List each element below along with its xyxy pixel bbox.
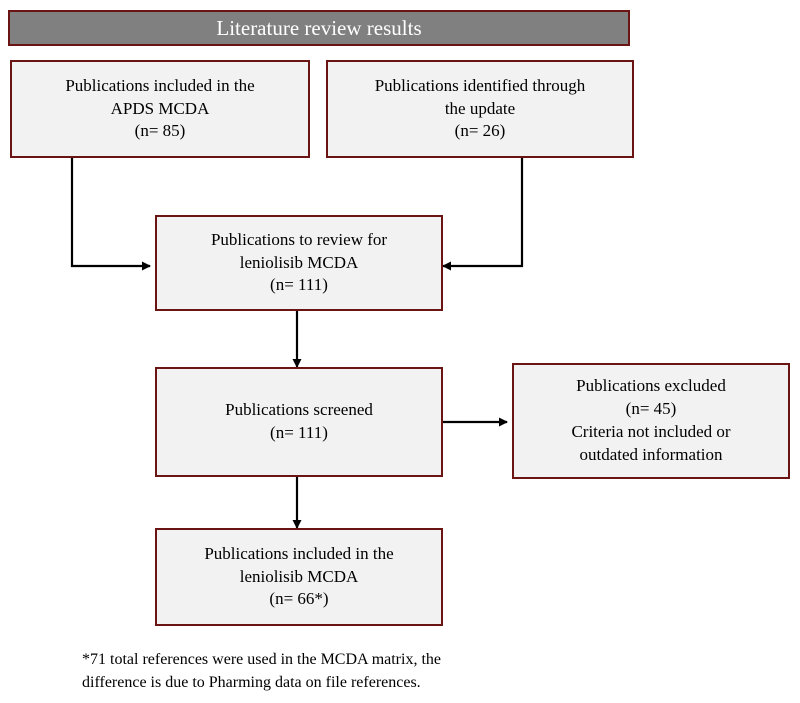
footnote-line-2: difference is due to Pharming data on file references. (82, 674, 421, 692)
node-line: (n= 66*) (269, 589, 329, 609)
node-line: (n= 45) (625, 399, 677, 419)
node-line: outdated information (579, 444, 723, 464)
node-publications-included (155, 528, 443, 626)
node-line: (n= 111) (270, 423, 328, 442)
node-line: APDS MCDA (110, 98, 210, 118)
node-line: the update (444, 98, 516, 118)
node-line: Publications included in the (204, 543, 394, 563)
node-line: Publications identified through (374, 75, 586, 95)
node-line: Publications excluded (576, 376, 726, 396)
diagram-title: Literature review results (8, 10, 630, 46)
footnote (82, 648, 582, 694)
node-line: Publications included in the (65, 75, 255, 95)
node-publications-screened (155, 367, 443, 477)
node-publications-update (326, 60, 634, 158)
node-line: Publications screened (225, 400, 373, 420)
node-line: leniolisib MCDA (239, 566, 359, 586)
footnote-line-1: *71 total references were used in the MCDA matrix, the (82, 651, 441, 668)
node-line: leniolisib MCDA (239, 252, 359, 272)
node-line: Criteria not included or (571, 422, 731, 441)
node-line: (n= 111) (270, 275, 328, 295)
node-publications-excluded (512, 363, 790, 479)
node-publications-to-review (155, 215, 443, 311)
node-line: (n= 26) (454, 121, 506, 141)
node-publications-apds-mcda (10, 60, 310, 158)
node-line: (n= 85) (134, 121, 186, 141)
node-line: Publications to review for (210, 229, 388, 249)
